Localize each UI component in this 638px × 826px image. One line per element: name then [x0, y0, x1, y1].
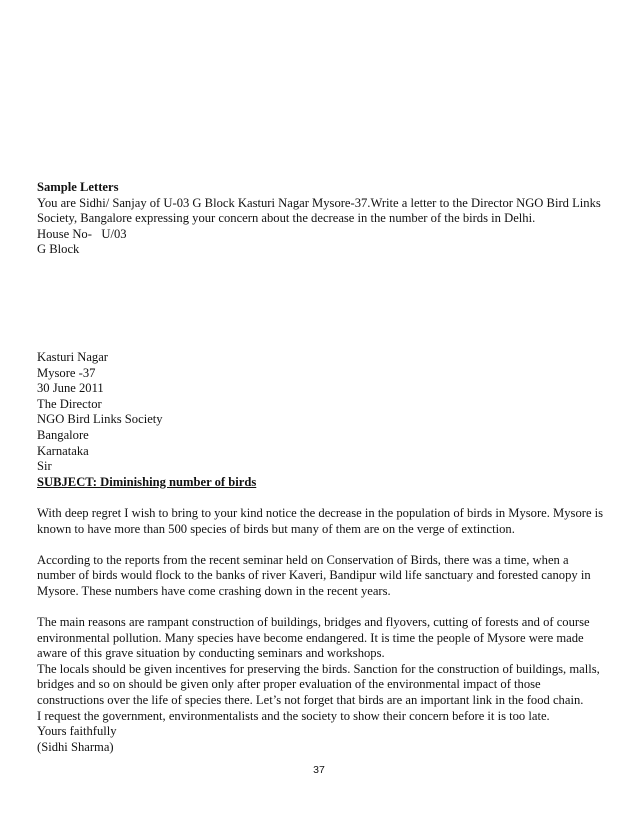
sender-address-line: House No- U/03	[37, 226, 127, 241]
body-line: bridges and so on should be given only after proper evaluation of the environmental impact of those	[37, 677, 541, 692]
page-number: 37	[313, 764, 325, 776]
sender-address-line: G Block	[37, 242, 80, 257]
body-line: number of birds would flock to the banks of river Kaveri, Bandipur wild life sanctuary and forested canopy in	[37, 568, 591, 583]
body-line: aware of this grave situation by conducting seminars and workshops.	[37, 646, 385, 661]
body-line: constructions over the life of species there. Let’s not forget that birds are an important link in the food chain.	[37, 693, 584, 708]
letter-date: 30 June 2011	[37, 381, 104, 396]
prompt-line: Society, Bangalore expressing your concern about the decrease in the number of the birds in Delhi.	[37, 211, 536, 226]
letter-subject: SUBJECT: Diminishing number of birds	[37, 474, 257, 489]
sender-address-line: Kasturi Nagar	[37, 350, 108, 364]
recipient-line: The Director	[37, 396, 102, 411]
body-line: I request the government, environmentalists and the society to show their concern before it is too late.	[37, 708, 550, 723]
body-line: The locals should be given incentives for preserving the birds. Sanction for the construction of buildings, malls,	[37, 661, 600, 676]
letter-signature: (Sidhi Sharma)	[37, 739, 114, 754]
body-line: known to have more than 500 species of birds but many of them are on the verge of extinction.	[37, 521, 515, 536]
recipient-line: Karnataka	[37, 443, 89, 458]
body-line: Mysore. These numbers have come crashing down in the recent years.	[37, 583, 391, 598]
recipient-line: Bangalore	[37, 427, 89, 442]
body-line: According to the reports from the recent seminar held on Conservation of Birds, there was a time, when a	[37, 552, 569, 567]
section-heading: Sample Letters	[37, 180, 119, 194]
body-line: The main reasons are rampant construction of buildings, bridges and flyovers, cutting of forests and of course	[37, 615, 590, 630]
recipient-line: NGO Bird Links Society	[37, 412, 163, 427]
letter-body-section	[37, 350, 609, 755]
salutation: Sir	[37, 459, 52, 474]
sender-address-line: Mysore -37	[37, 365, 96, 380]
body-line: environmental pollution. Many species have become endangered. It is time the people of Mysore were made	[37, 630, 584, 645]
body-line: With deep regret I wish to bring to your kind notice the decrease in the population of birds in Mysore. Mysore is	[37, 505, 604, 520]
letter-header-section	[37, 180, 609, 258]
prompt-line: You are Sidhi/ Sanjay of U-03 G Block Kasturi Nagar Mysore-37.Write a letter to the Director NGO Bird Links	[37, 195, 601, 210]
letter-closing: Yours faithfully	[37, 724, 117, 739]
